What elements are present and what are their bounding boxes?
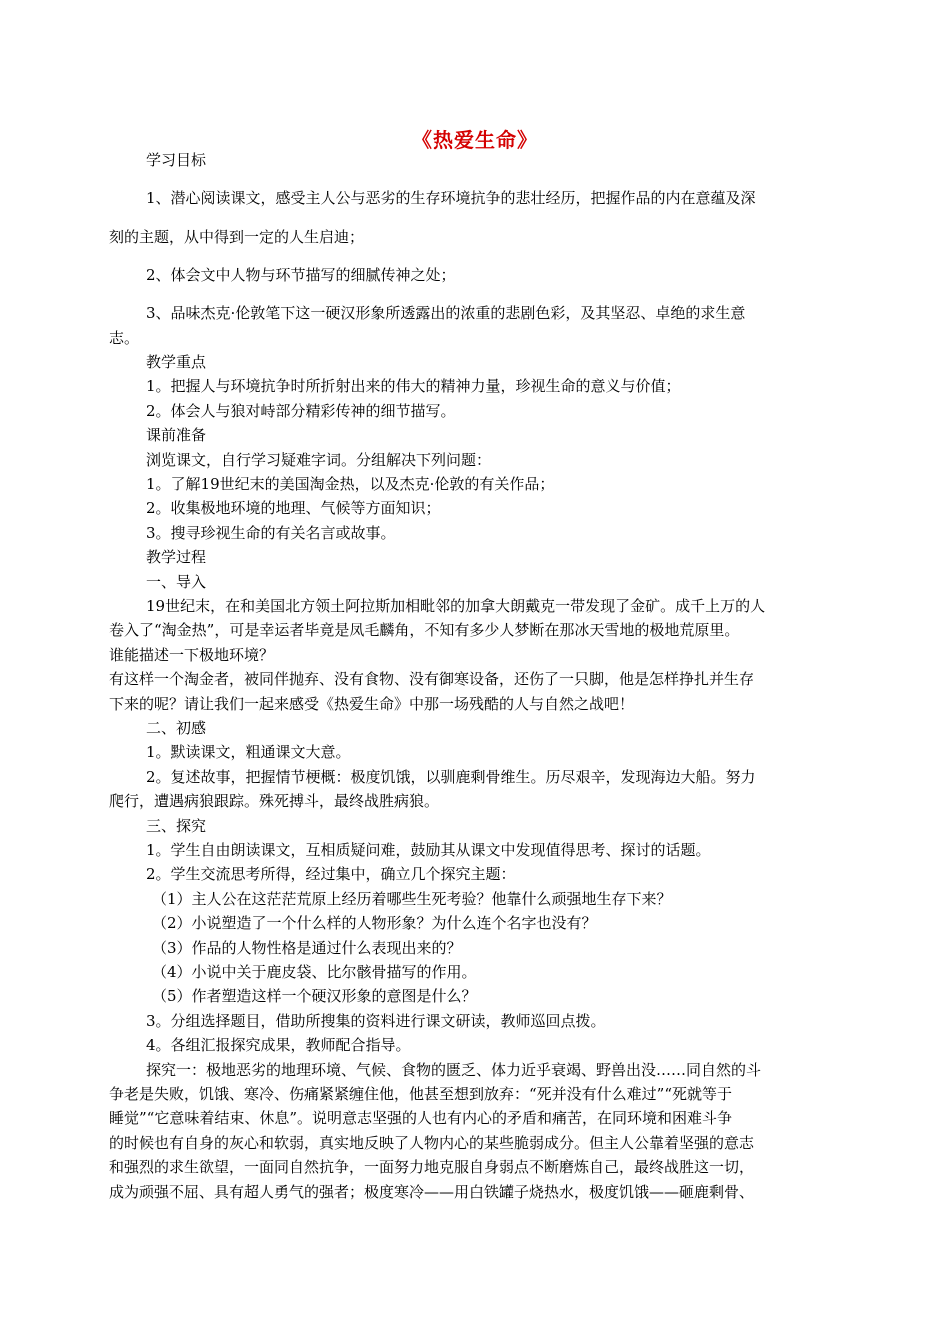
paragraph-line: 19世纪末，在和美国北方领土阿拉斯加相毗邻的加拿大朗戴克一带发现了金矿。成千上万的人: [146, 597, 766, 615]
paragraph-line: 2、体会文中人物与环节描写的细腻传神之处；: [146, 266, 456, 284]
paragraph-line: 1。了解19世纪末的美国淘金热，以及杰克·伦敦的有关作品；: [146, 475, 555, 493]
paragraph-line: 1。默读课文，粗通课文大意。: [146, 743, 351, 761]
paragraph-line: 2。体会人与狼对峙部分精彩传神的细节描写。: [146, 402, 456, 420]
paragraph-line: 3、品味杰克·伦敦笔下这一硬汉形象所透露出的浓重的悲剧色彩，及其坚忍、卓绝的求生意: [146, 304, 746, 322]
heading-preparation: 课前准备: [146, 426, 207, 444]
paragraph-line: 和强烈的求生欲望，一面同自然抗争，一面努力地克服自身弱点不断磨炼自己，最终战胜这一切，: [109, 1158, 755, 1176]
paragraph-line: 有这样一个淘金者，被同伴抛弃、没有食物、没有御寒设备，还伤了一只脚，他是怎样挣扎并生存: [109, 670, 755, 688]
paragraph-line: 爬行，遭遇病狼跟踪。殊死搏斗，最终战胜病狼。: [109, 792, 440, 810]
document-title: 《热爱生命》: [412, 128, 538, 152]
heading-teaching-process: 教学过程: [146, 548, 207, 566]
heading-teaching-focus: 教学重点: [146, 353, 207, 371]
paragraph-line: 谁能描述一下极地环境？: [109, 646, 275, 664]
section-heading: 二、初感: [146, 719, 207, 737]
heading-learning-goals: 学习目标: [146, 151, 207, 169]
paragraph-line: 1。学生自由朗读课文，互相质疑问难，鼓励其从课文中发现值得思考、探讨的话题。: [146, 841, 711, 859]
paragraph-line: 下来的呢？请让我们一起来感受《热爱生命》中那一场残酷的人与自然之战吧！: [109, 695, 635, 713]
paragraph-line: 1。把握人与环境抗争时所折射出来的伟大的精神力量，珍视生命的意义与价值；: [146, 377, 681, 395]
paragraph-line: 志。: [109, 329, 140, 347]
list-item: （3）作品的人物性格是通过什么表现出来的？: [152, 939, 462, 957]
paragraph-line: 4。各组汇报探究成果，教师配合指导。: [146, 1036, 411, 1054]
paragraph-line: 争老是失败，饥饿、寒冷、伤痛紧紧缠住他，他甚至想到放弃：“死并没有什么难过”“死就等于: [109, 1085, 733, 1103]
list-item: （1）主人公在这茫茫荒原上经历着哪些生死考验？他靠什么顽强地生存下来？: [152, 890, 672, 908]
paragraph-line: 探究一：极地恶劣的地理环境、气候、食物的匮乏、体力近乎衰竭、野兽出没……同自然的斗: [146, 1061, 762, 1079]
paragraph-line: 2。复述故事，把握情节梗概：极度饥饿，以驯鹿剩骨维生。历尽艰辛，发现海边大船。努力: [146, 768, 756, 786]
paragraph-line: 的时候也有自身的灰心和软弱，真实地反映了人物内心的某些脆弱成分。但主人公靠着坚强的意志: [109, 1134, 755, 1152]
paragraph-line: 3。分组选择题目，借助所搜集的资料进行课文研读，教师巡回点拨。: [146, 1012, 606, 1030]
paragraph-line: 刻的主题，从中得到一定的人生启迪；: [109, 228, 365, 246]
list-item: （4）小说中关于鹿皮袋、比尔骸骨描写的作用。: [152, 963, 477, 981]
list-item: （2）小说塑造了一个什么样的人物形象？为什么连个名字也没有？: [152, 914, 597, 932]
paragraph-line: 浏览课文，自行学习疑难字词。分组解决下列问题：: [146, 451, 492, 469]
paragraph-line: 1、潜心阅读课文，感受主人公与恶劣的生存环境抗争的悲壮经历，把握作品的内在意蕴及深: [146, 189, 756, 207]
paragraph-line: 卷入了“淘金热”，可是幸运者毕竟是凤毛麟角，不知有多少人梦断在那冰天雪地的极地荒原里。: [109, 621, 740, 639]
paragraph-line: 2。收集极地环境的地理、气候等方面知识；: [146, 499, 441, 517]
paragraph-line: 睡觉”“它意味着结束、休息”。说明意志坚强的人也有内心的矛盾和痛苦，在同环境和困难斗争: [109, 1109, 733, 1127]
paragraph-line: 3。搜寻珍视生命的有关名言或故事。: [146, 524, 396, 542]
paragraph-line: 成为顽强不屈、具有超人勇气的强者；极度寒冷——用白铁罐子烧热水，极度饥饿——砸鹿剩骨、: [109, 1183, 755, 1201]
list-item: （5）作者塑造这样一个硬汉形象的意图是什么？: [152, 987, 477, 1005]
paragraph-line: 2。学生交流思考所得，经过集中，确立几个探究主题：: [146, 865, 516, 883]
section-heading: 三、探究: [146, 817, 207, 835]
section-heading: 一、导入: [146, 573, 207, 591]
